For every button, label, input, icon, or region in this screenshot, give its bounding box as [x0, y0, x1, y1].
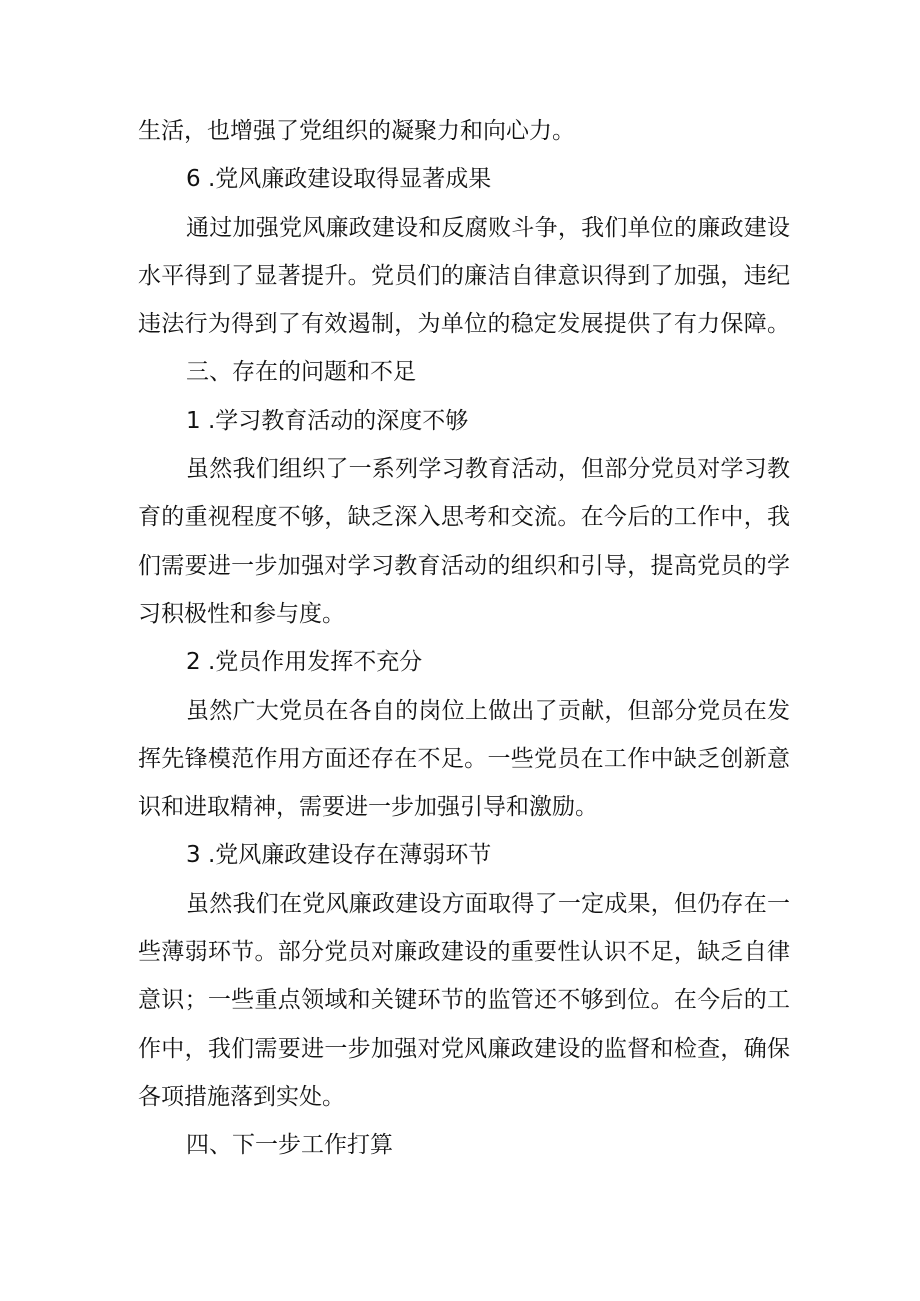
section-heading-4: 四、下一步工作打算: [186, 1132, 393, 1159]
paragraph-line: 些薄弱环节。部分党员对廉政建设的重要性认识不足，缺乏自律: [138, 939, 790, 966]
paragraph-end-line: 识和进取精神，需要进一步加强引导和激励。: [138, 794, 598, 821]
paragraph-line: 水平得到了显著提升。党员们的廉洁自律意识得到了加强，违纪: [138, 262, 790, 289]
section-heading-3: 三、存在的问题和不足: [186, 359, 416, 386]
paragraph-line: 违法行为得到了有效遏制，为单位的稳定发展提供了有力保障。: [138, 311, 790, 338]
paragraph-end-line: 各项措施落到实处。: [138, 1083, 345, 1110]
subheading-6: 6 .党风廉政建设取得显著成果: [186, 166, 492, 193]
paragraph-line: 虽然我们组织了一系列学习教育活动，但部分党员对学习教: [186, 456, 790, 483]
paragraph-line: 意识；一些重点领域和关键环节的监管还不够到位。在今后的工: [138, 987, 790, 1014]
paragraph-line: 通过加强党风廉政建设和反腐败斗争，我们单位的廉政建设: [186, 214, 790, 241]
document-body: [138, 107, 790, 1170]
paragraph-line: 作中，我们需要进一步加强对党风廉政建设的监督和检查，确保: [138, 1035, 790, 1062]
paragraph-line: 虽然广大党员在各自的岗位上做出了贡献，但部分党员在发: [186, 697, 790, 724]
paragraph-end-line: 生活，也增强了党组织的凝聚力和向心力。: [138, 118, 575, 144]
paragraph-end-line: 习积极性和参与度。: [138, 600, 345, 627]
paragraph-line: 挥先锋模范作用方面还存在不足。一些党员在工作中缺乏创新意: [138, 745, 790, 772]
subheading-1: 1 .学习教育活动的深度不够: [186, 407, 469, 434]
subheading-3: 3 .党风廉政建设存在薄弱环节: [186, 842, 492, 869]
subheading-2: 2 .党员作用发挥不充分: [186, 649, 423, 676]
paragraph-line: 们需要进一步加强对学习教育活动的组织和引导，提高党员的学: [138, 552, 790, 579]
paragraph-line: 育的重视程度不够，缺乏深入思考和交流。在今后的工作中，我: [138, 504, 790, 531]
paragraph-line: 虽然我们在党风廉政建设方面取得了一定成果，但仍存在一: [186, 890, 790, 917]
